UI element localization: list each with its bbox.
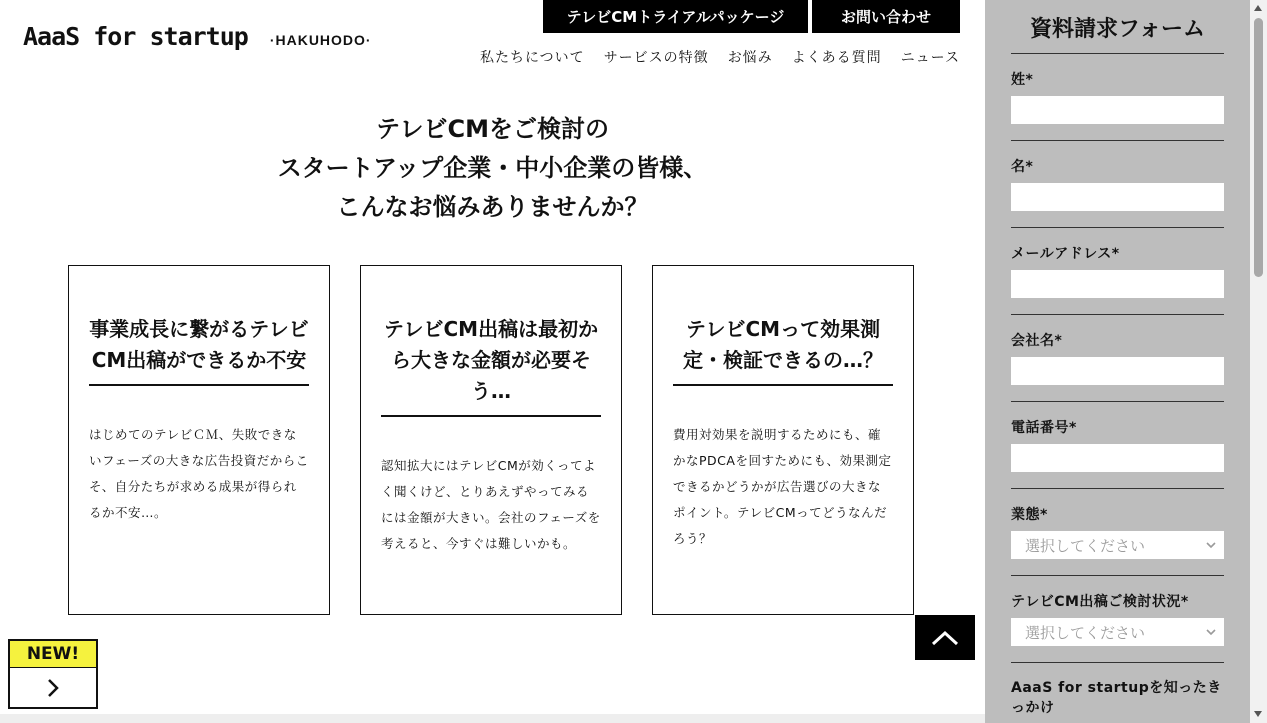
card-body: 費用対効果を説明するためにも、確かなPDCAを回すためにも、効果測定できるかどうかが広告選びの大きなポイント。テレビCMってどうなんだろう？	[673, 427, 892, 546]
industry-select-value: 選択してください	[1025, 536, 1146, 555]
status-select[interactable]	[1011, 618, 1224, 646]
chevron-down-icon	[1206, 542, 1216, 549]
card-title: テレビCM出稿は最初から大きな金額が必要そう…	[381, 314, 601, 417]
field-label: 電話番号*	[1011, 420, 1077, 436]
problem-card	[68, 265, 330, 615]
nav-item-faq[interactable]: よくある質問	[791, 50, 882, 66]
field-company	[1011, 315, 1224, 402]
field-label: 会社名*	[1011, 333, 1063, 349]
company-input[interactable]	[1011, 357, 1224, 385]
field-label: 姓*	[1011, 72, 1034, 88]
nav-item-features[interactable]: サービスの特徴	[603, 50, 709, 66]
logo-hakuhodo: ·HAKUHODO·	[269, 32, 372, 48]
field-phone	[1011, 402, 1224, 489]
bottom-strip	[0, 714, 985, 723]
field-email	[1011, 228, 1224, 315]
status-select-value: 選択してください	[1025, 623, 1146, 642]
card-body: 認知拡大にはテレビCMが効くってよく聞くけど、とりあえずやってみるには金額が大きい。会社のフェーズを考えると、今すぐは難しいかも。	[381, 458, 601, 551]
nav-item-about[interactable]: 私たちについて	[479, 50, 585, 66]
trial-package-button[interactable]: テレビCMトライアルパッケージ	[543, 0, 808, 33]
scroll-down-arrow-icon[interactable]	[1254, 711, 1262, 717]
chevron-up-icon	[931, 630, 959, 646]
problem-card	[652, 265, 914, 615]
field-label: AaaS for startupを知ったきっかけ	[1011, 680, 1222, 716]
nav-item-problems[interactable]: お悩み	[727, 50, 773, 66]
chevron-down-icon	[1206, 629, 1216, 636]
new-label: NEW!	[10, 641, 96, 668]
new-arrow	[10, 668, 96, 708]
chevron-right-icon	[47, 678, 59, 698]
headline-line-3: こんなお悩みありませんか？	[336, 193, 649, 221]
card-title: 事業成長に繋がるテレビCM出稿ができるか不安	[89, 314, 309, 386]
form-title: 資料請求フォーム	[1011, 0, 1224, 54]
field-label: テレビCM出稿ご検討状況*	[1011, 594, 1189, 610]
page-headline	[0, 110, 985, 227]
new-badge-button[interactable]	[8, 639, 98, 709]
nav-item-news[interactable]: ニュース	[900, 50, 960, 66]
contact-button[interactable]: お問い合わせ	[812, 0, 960, 33]
top-buttons	[543, 0, 960, 33]
scroll-up-arrow-icon[interactable]	[1254, 5, 1262, 11]
scroll-to-top-button[interactable]	[915, 615, 975, 660]
problem-cards	[68, 265, 914, 615]
first-name-input[interactable]	[1011, 183, 1224, 211]
headline-line-1: テレビCMをご検討の	[375, 115, 609, 143]
headline-line-2: スタートアップ企業・中小企業の皆様、	[277, 154, 708, 182]
field-label: 業態*	[1011, 507, 1048, 523]
last-name-input[interactable]	[1011, 96, 1224, 124]
field-status	[1011, 576, 1224, 663]
main-nav	[480, 47, 960, 67]
field-industry	[1011, 489, 1224, 576]
email-input[interactable]	[1011, 270, 1224, 298]
scrollbar-thumb[interactable]	[1254, 18, 1263, 277]
card-title: テレビCMって効果測定・検証できるの…？	[673, 314, 893, 386]
field-label: メールアドレス*	[1011, 246, 1120, 262]
phone-input[interactable]	[1011, 444, 1224, 472]
industry-select[interactable]	[1011, 531, 1224, 559]
field-source	[1011, 663, 1224, 718]
field-label: 名*	[1011, 159, 1034, 175]
logo-wordmark: AaaS for startup	[23, 22, 248, 51]
page-scrollbar[interactable]	[1250, 0, 1267, 723]
site-logo[interactable]	[23, 22, 372, 51]
problem-card	[360, 265, 622, 615]
card-body: はじめてのテレビＣＭ、失敗できないフェーズの大きな広告投資だからこそ、自分たちが求める成果が得られるか不安…。	[89, 427, 309, 520]
field-first-name	[1011, 141, 1224, 228]
field-last-name	[1011, 54, 1224, 141]
request-form-sidebar	[985, 0, 1250, 723]
